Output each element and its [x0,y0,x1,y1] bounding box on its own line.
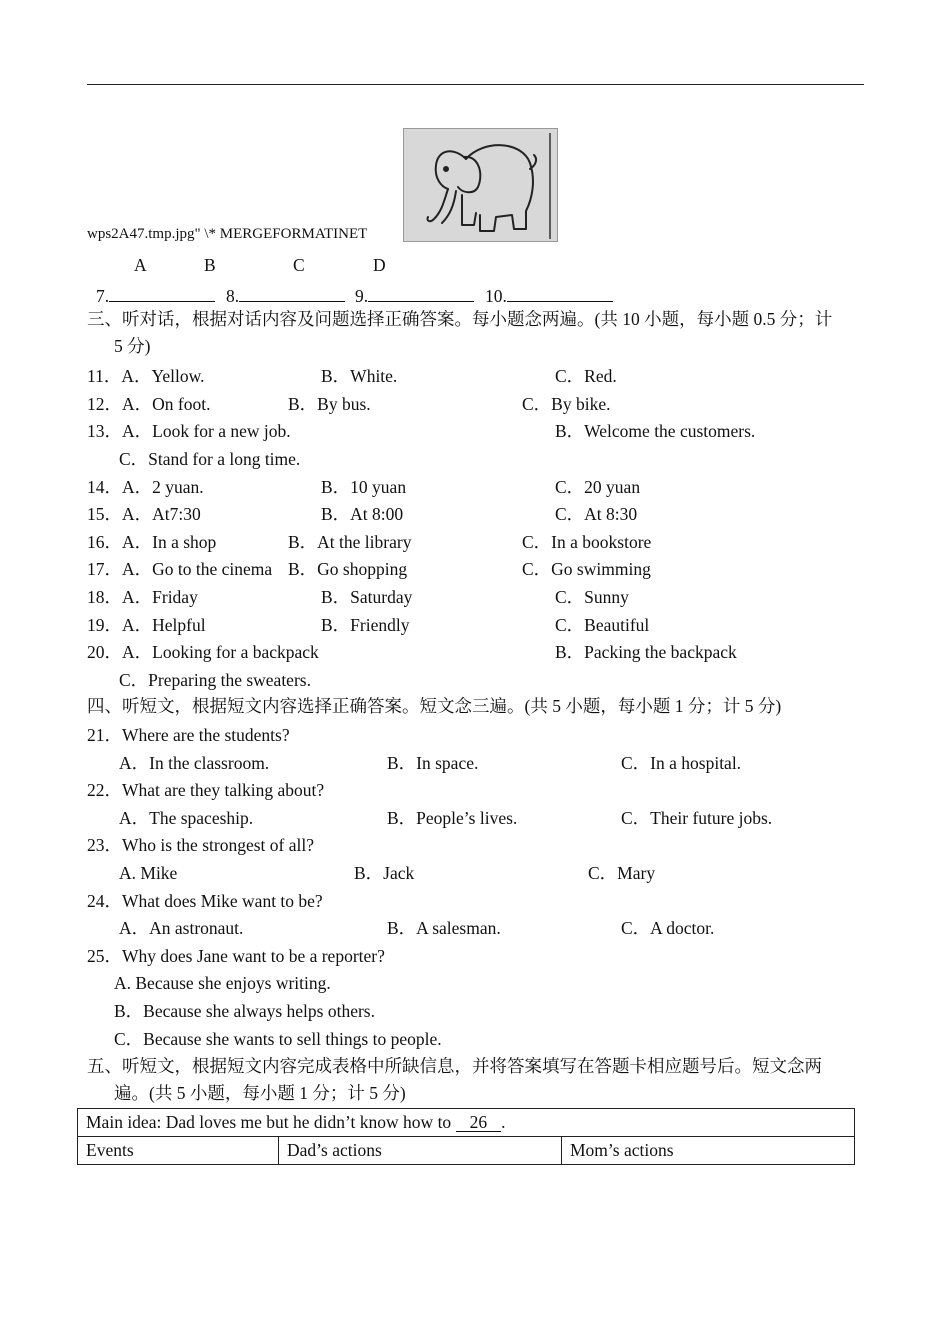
main-idea-cell [78,1109,855,1137]
q11-option-c: C．Red. [555,366,617,386]
section5-heading-cont: 遍。(共 5 小题，每小题 1 分；计 5 分) [114,1083,406,1103]
elephant-picture [403,128,558,242]
q14-option-c: C．20 yuan [555,477,641,497]
header-events: Events [78,1137,279,1165]
blank-number: 9. [355,286,369,306]
q21-stem: 21．Where are the students? [87,725,290,745]
section5-heading: 五、听短文，根据短文内容完成表格中所缺信息，并将答案填写在答题卡相应题号后。短文念两 [87,1056,822,1076]
q24-option-c: C．A doctor. [621,918,715,938]
answer-blank-7[interactable] [96,283,215,307]
q21-option-b: B．In space. [387,753,479,773]
q20-option-a: 20．A．Looking for a backpack [87,642,319,662]
q17-option-a: 17．A．Go to the cinema [87,559,273,579]
blank-number: 8. [226,286,240,306]
q16-option-b: B．At the library [288,532,412,552]
q19-option-c: C．Beautiful [555,615,650,635]
q23-option-b: B．Jack [354,863,415,883]
q19-option-a: 19．A．Helpful [87,615,206,635]
q20-option-b: B．Packing the backpack [555,642,737,662]
main-idea-period: . [501,1112,506,1132]
q21-option-a: A．In the classroom. [119,753,270,773]
q11-option-a: 11．A．Yellow. [87,366,205,386]
q23-stem: 23．Who is the strongest of all? [87,835,314,855]
blank-number: 10. [485,286,507,306]
q23-option-c: C．Mary [588,863,656,883]
q24-stem: 24．What does Mike want to be? [87,891,323,911]
answer-blank-8[interactable] [226,283,345,307]
info-table [77,1108,855,1165]
q18-option-c: C．Sunny [555,587,629,607]
q15-option-c: C．At 8:30 [555,504,638,524]
q20-option-c: C．Preparing the sweaters. [119,670,311,690]
q16-option-c: C．In a bookstore [522,532,652,552]
table-header-row [78,1137,855,1165]
q25-option-b: B．Because she always helps others. [114,1001,375,1021]
q25-stem: 25．Why does Jane want to be a reporter? [87,946,385,966]
q16-option-a: 16．A．In a shop [87,532,217,552]
q12-option-c: C．By bike. [522,394,611,414]
main-idea-row [78,1109,855,1137]
q19-option-b: B．Friendly [321,615,410,635]
elephant-icon [404,129,557,241]
header-dads-actions: Dad’s actions [279,1137,562,1165]
header-rule [87,84,864,85]
q17-option-b: B．Go shopping [288,559,408,579]
q14-option-b: B．10 yuan [321,477,407,497]
header-moms-actions: Mom’s actions [562,1137,855,1165]
blank-number: 7. [96,286,110,306]
q12-option-a: 12．A．On foot. [87,394,211,414]
q25-option-c: C．Because she wants to sell things to people. [114,1029,442,1049]
option-letter-b: B [204,255,216,275]
q14-option-a: 14．A．2 yuan. [87,477,204,497]
section4-heading: 四、听短文，根据短文内容选择正确答案。短文念三遍。(共 5 小题，每小题 1 分；计 5 分) [87,696,782,716]
q18-option-a: 18．A．Friday [87,587,198,607]
q22-option-a: A．The spaceship. [119,808,254,828]
option-letter-a: A [134,255,147,275]
option-letter-c: C [293,255,305,275]
q13-option-a: 13．A．Look for a new job. [87,421,291,441]
blank-26[interactable]: 26 [456,1113,502,1132]
q23-option-a: A. Mike [119,863,178,883]
q15-option-b: B．At 8:00 [321,504,404,524]
q11-option-b: B．White. [321,366,398,386]
q22-option-b: B．People’s lives. [387,808,518,828]
main-idea-text: Main idea: Dad loves me but he didn’t know how to [86,1112,452,1132]
image-caption: wps2A47.tmp.jpg" \* MERGEFORMATINET [87,226,368,242]
q24-option-b: B．A salesman. [387,918,501,938]
q15-option-a: 15．A．At7:30 [87,504,201,524]
option-letter-d: D [373,255,386,275]
q22-option-c: C．Their future jobs. [621,808,773,828]
q12-option-b: B．By bus. [288,394,371,414]
q13-option-b: B．Welcome the customers. [555,421,756,441]
q21-option-c: C．In a hospital. [621,753,742,773]
q24-option-a: A．An astronaut. [119,918,244,938]
answer-blank-10[interactable] [485,283,613,307]
section3-heading-cont: 5 分) [114,336,151,356]
answer-blank-9[interactable] [355,283,474,307]
q17-option-c: C．Go swimming [522,559,651,579]
section3-heading: 三、听对话，根据对话内容及问题选择正确答案。每小题念两遍。(共 10 小题，每小题 0.5 分；计 [87,309,833,329]
q18-option-b: B．Saturday [321,587,413,607]
q22-stem: 22．What are they talking about? [87,780,325,800]
q25-option-a: A. Because she enjoys writing. [114,973,331,993]
q13-option-c: C．Stand for a long time. [119,449,301,469]
